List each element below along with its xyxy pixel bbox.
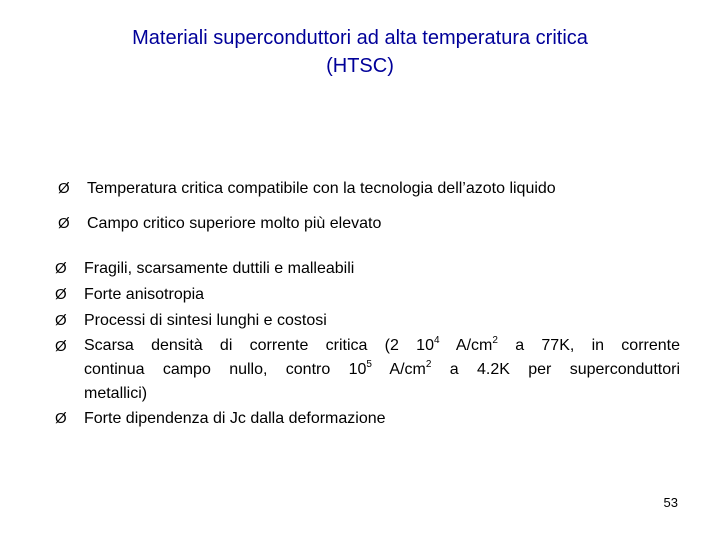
superscript: 5 (366, 358, 372, 370)
bullet-item-fragile (55, 256, 680, 282)
bullet-text: Fragili, scarsamente duttili e malleabili (84, 260, 355, 277)
arrow-bullet-icon: Ø (55, 410, 67, 427)
superscript: 4 (433, 334, 440, 346)
text-fragment: continua campo nullo, contro 10 (84, 361, 367, 378)
slide-title (40, 24, 680, 80)
text-fragment: Scarsa densità di corrente critica (2 10 (84, 337, 434, 354)
bullet-text: Campo critico superiore molto più elevato (87, 215, 382, 232)
bullet-item-critical-field (58, 211, 698, 237)
text-fragment: a 77K, in corrente (497, 337, 681, 354)
bullet-text-line: metallici) (84, 385, 148, 402)
bullet-item-anisotropy (55, 282, 680, 308)
bullet-list-drawbacks (55, 256, 680, 432)
bullet-text: Forte anisotropia (84, 286, 205, 303)
bullet-text: Processi di sintesi lunghi e costosi (84, 312, 327, 329)
bullet-item-current-density (55, 334, 680, 406)
slide-title-line-1: Materiali superconduttori ad alta temperatura critica (132, 27, 588, 49)
arrow-bullet-icon: Ø (55, 312, 67, 329)
arrow-bullet-icon: Ø (55, 286, 67, 303)
page-number: 53 (663, 495, 678, 510)
bullet-item-deformation (55, 406, 680, 432)
bullet-text-line (84, 358, 680, 382)
text-fragment: A/cm (371, 361, 426, 378)
bullet-item-synthesis (55, 308, 680, 334)
bullet-text-line (84, 334, 680, 358)
arrow-bullet-icon: Ø (55, 338, 67, 355)
text-fragment: a 4.2K per superconduttori (431, 361, 680, 378)
slide-title-line-2: (HTSC) (326, 55, 394, 77)
arrow-bullet-icon: Ø (58, 180, 70, 197)
bullet-text: Forte dipendenza di Jc dalla deformazione (84, 410, 386, 427)
arrow-bullet-icon: Ø (58, 215, 70, 232)
bullet-text: Temperatura critica compatibile con la tecnologia dell’azoto liquido (87, 180, 556, 197)
text-fragment: A/cm (439, 337, 493, 354)
superscript: 2 (425, 358, 432, 370)
bullet-text (55, 334, 680, 406)
bullet-item-critical-temperature (58, 176, 698, 202)
arrow-bullet-icon: Ø (55, 260, 67, 277)
superscript: 2 (492, 334, 498, 346)
